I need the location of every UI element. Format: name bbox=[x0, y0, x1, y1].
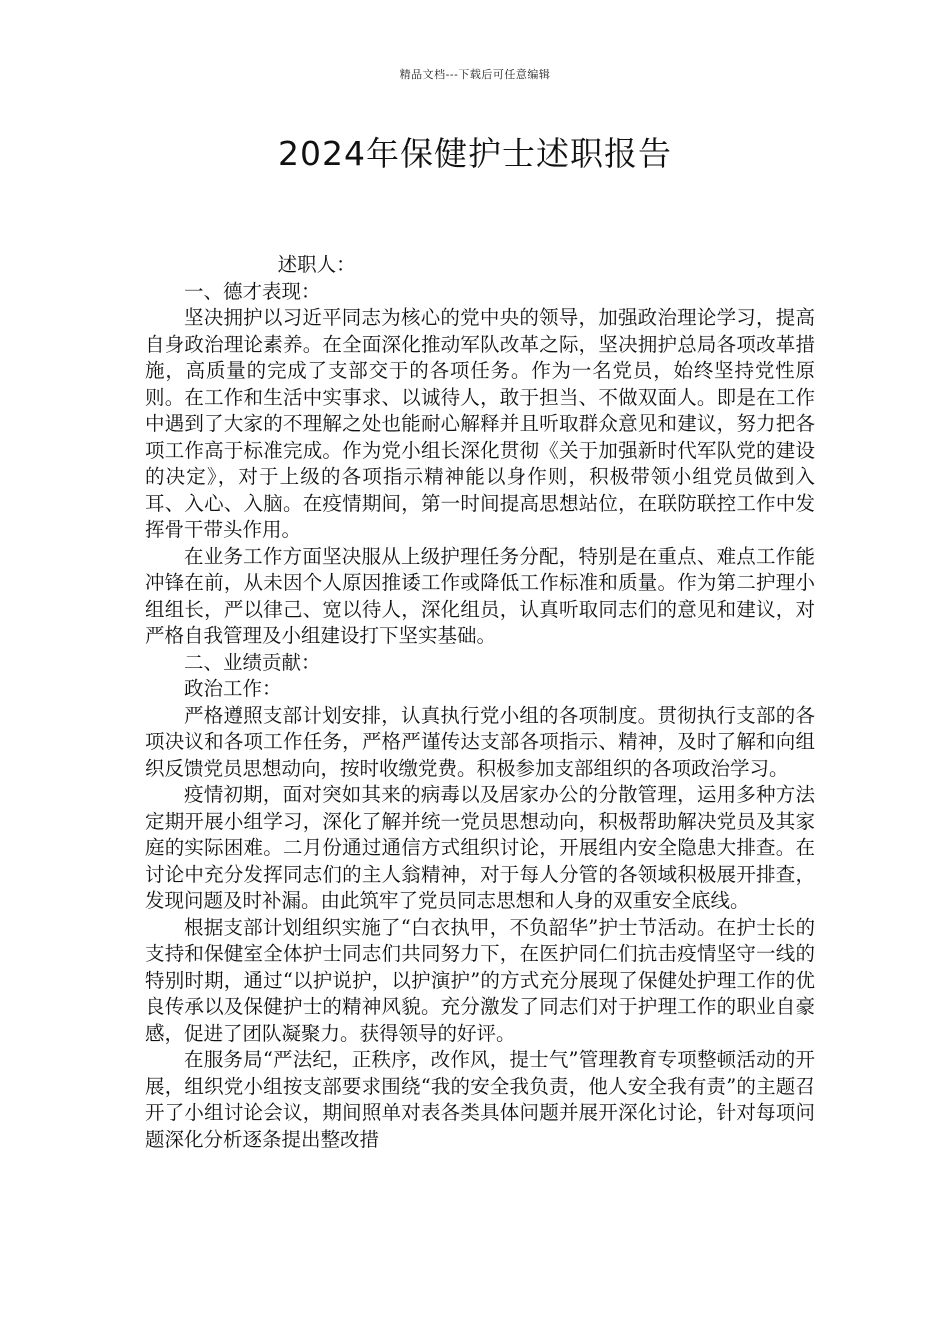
section-heading-performance: 二、业绩贡献： bbox=[184, 650, 321, 674]
page-header-note: 精品文档---下载后可任意编辑 bbox=[399, 68, 551, 81]
document-title: 2024年保健护士述职报告 bbox=[278, 134, 672, 173]
paragraph: 在业务工作方面坚决服从上级护理任务分配，特别是在重点、难点工作能冲锋在前，从未因个人原因推诿工作或降低工作标准和质量。作为第二护理小组组长，严以律己、宽以待人，深化组员，认真听取同志们的意见和建议，对严格自我管理及小组建设打下坚实基础。 bbox=[145, 544, 815, 647]
author-line: 述职人： bbox=[277, 253, 356, 276]
document-body bbox=[145, 252, 815, 1153]
section-heading-virtue: 一、德才表现： bbox=[184, 279, 321, 303]
paragraph: 疫情初期，面对突如其来的病毒以及居家办公的分散管理，运用多种方法定期开展小组学习，深化了解并统一党员思想动向，积极帮助解决党员及其家庭的实际困难。二月份通过通信方式组织讨论，开展组内安全隐患大排查。在讨论中充分发挥同志们的主人翁精神，对于每人分管的各领域积极展开排查，发现问题及时补漏。由此筑牢了党员同志思想和人身的双重安全底线。 bbox=[145, 783, 815, 912]
paragraph: 严格遵照支部计划安排，认真执行党小组的各项制度。贯彻执行支部的各项决议和各项工作任务，严格严谨传达支部各项指示、精神，及时了解和向组织反馈党员思想动向，按时收缴党费。积极参加支部组织的各项政治学习。 bbox=[145, 703, 815, 780]
paragraph: 根据支部计划组织实施了“白衣执甲，不负韶华”护士节活动。在护士长的支持和保健室全体护士同志们共同努力下，在医护同仁们抗击疫情坚守一线的特别时期，通过“以护说护，以护演护”的方式充分展现了保健处护理工作的优良传承以及保健护士的精神风貌。充分激发了同志们对于护理工作的职业自豪感，促进了团队凝聚力。获得领导的好评。 bbox=[145, 915, 815, 1045]
paragraph: 在服务局“严法纪，正秩序，改作风，提士气”管理教育专项整顿活动的开展，组织党小组按支部要求围绕“我的安全我负责，他人安全我有责”的主题召开了小组讨论会议，期间照单对表各类具体问题并展开深化讨论，针对每项问题深化分析逐条提出整改措 bbox=[145, 1048, 815, 1151]
subheading-political-work: 政治工作： bbox=[184, 677, 282, 700]
paragraph: 坚决拥护以习近平同志为核心的党中央的领导，加强政治理论学习，提高自身政治理论素养。在全面深化推动军队改革之际，坚决拥护总局各项改革措施，高质量的完成了支部交于的各项任务。作为一名党员，始终坚持党性原则。在工作和生活中实事求、以诚待人，敢于担当、不做双面人。即是在工作中遇到了大家的不理解之处也能耐心解释并且听取群众意见和建议，努力把各项工作高于标准完成。作为党小组长深化贯彻《关于加强新时代军队党的建设的决定》，对于上级的各项指示精神能以身作则，积极带领小组党员做到入耳、入心、入脑。在疫情期间，第一时间提高思想站位，在联防联控工作中发挥骨干带头作用。 bbox=[145, 306, 815, 541]
